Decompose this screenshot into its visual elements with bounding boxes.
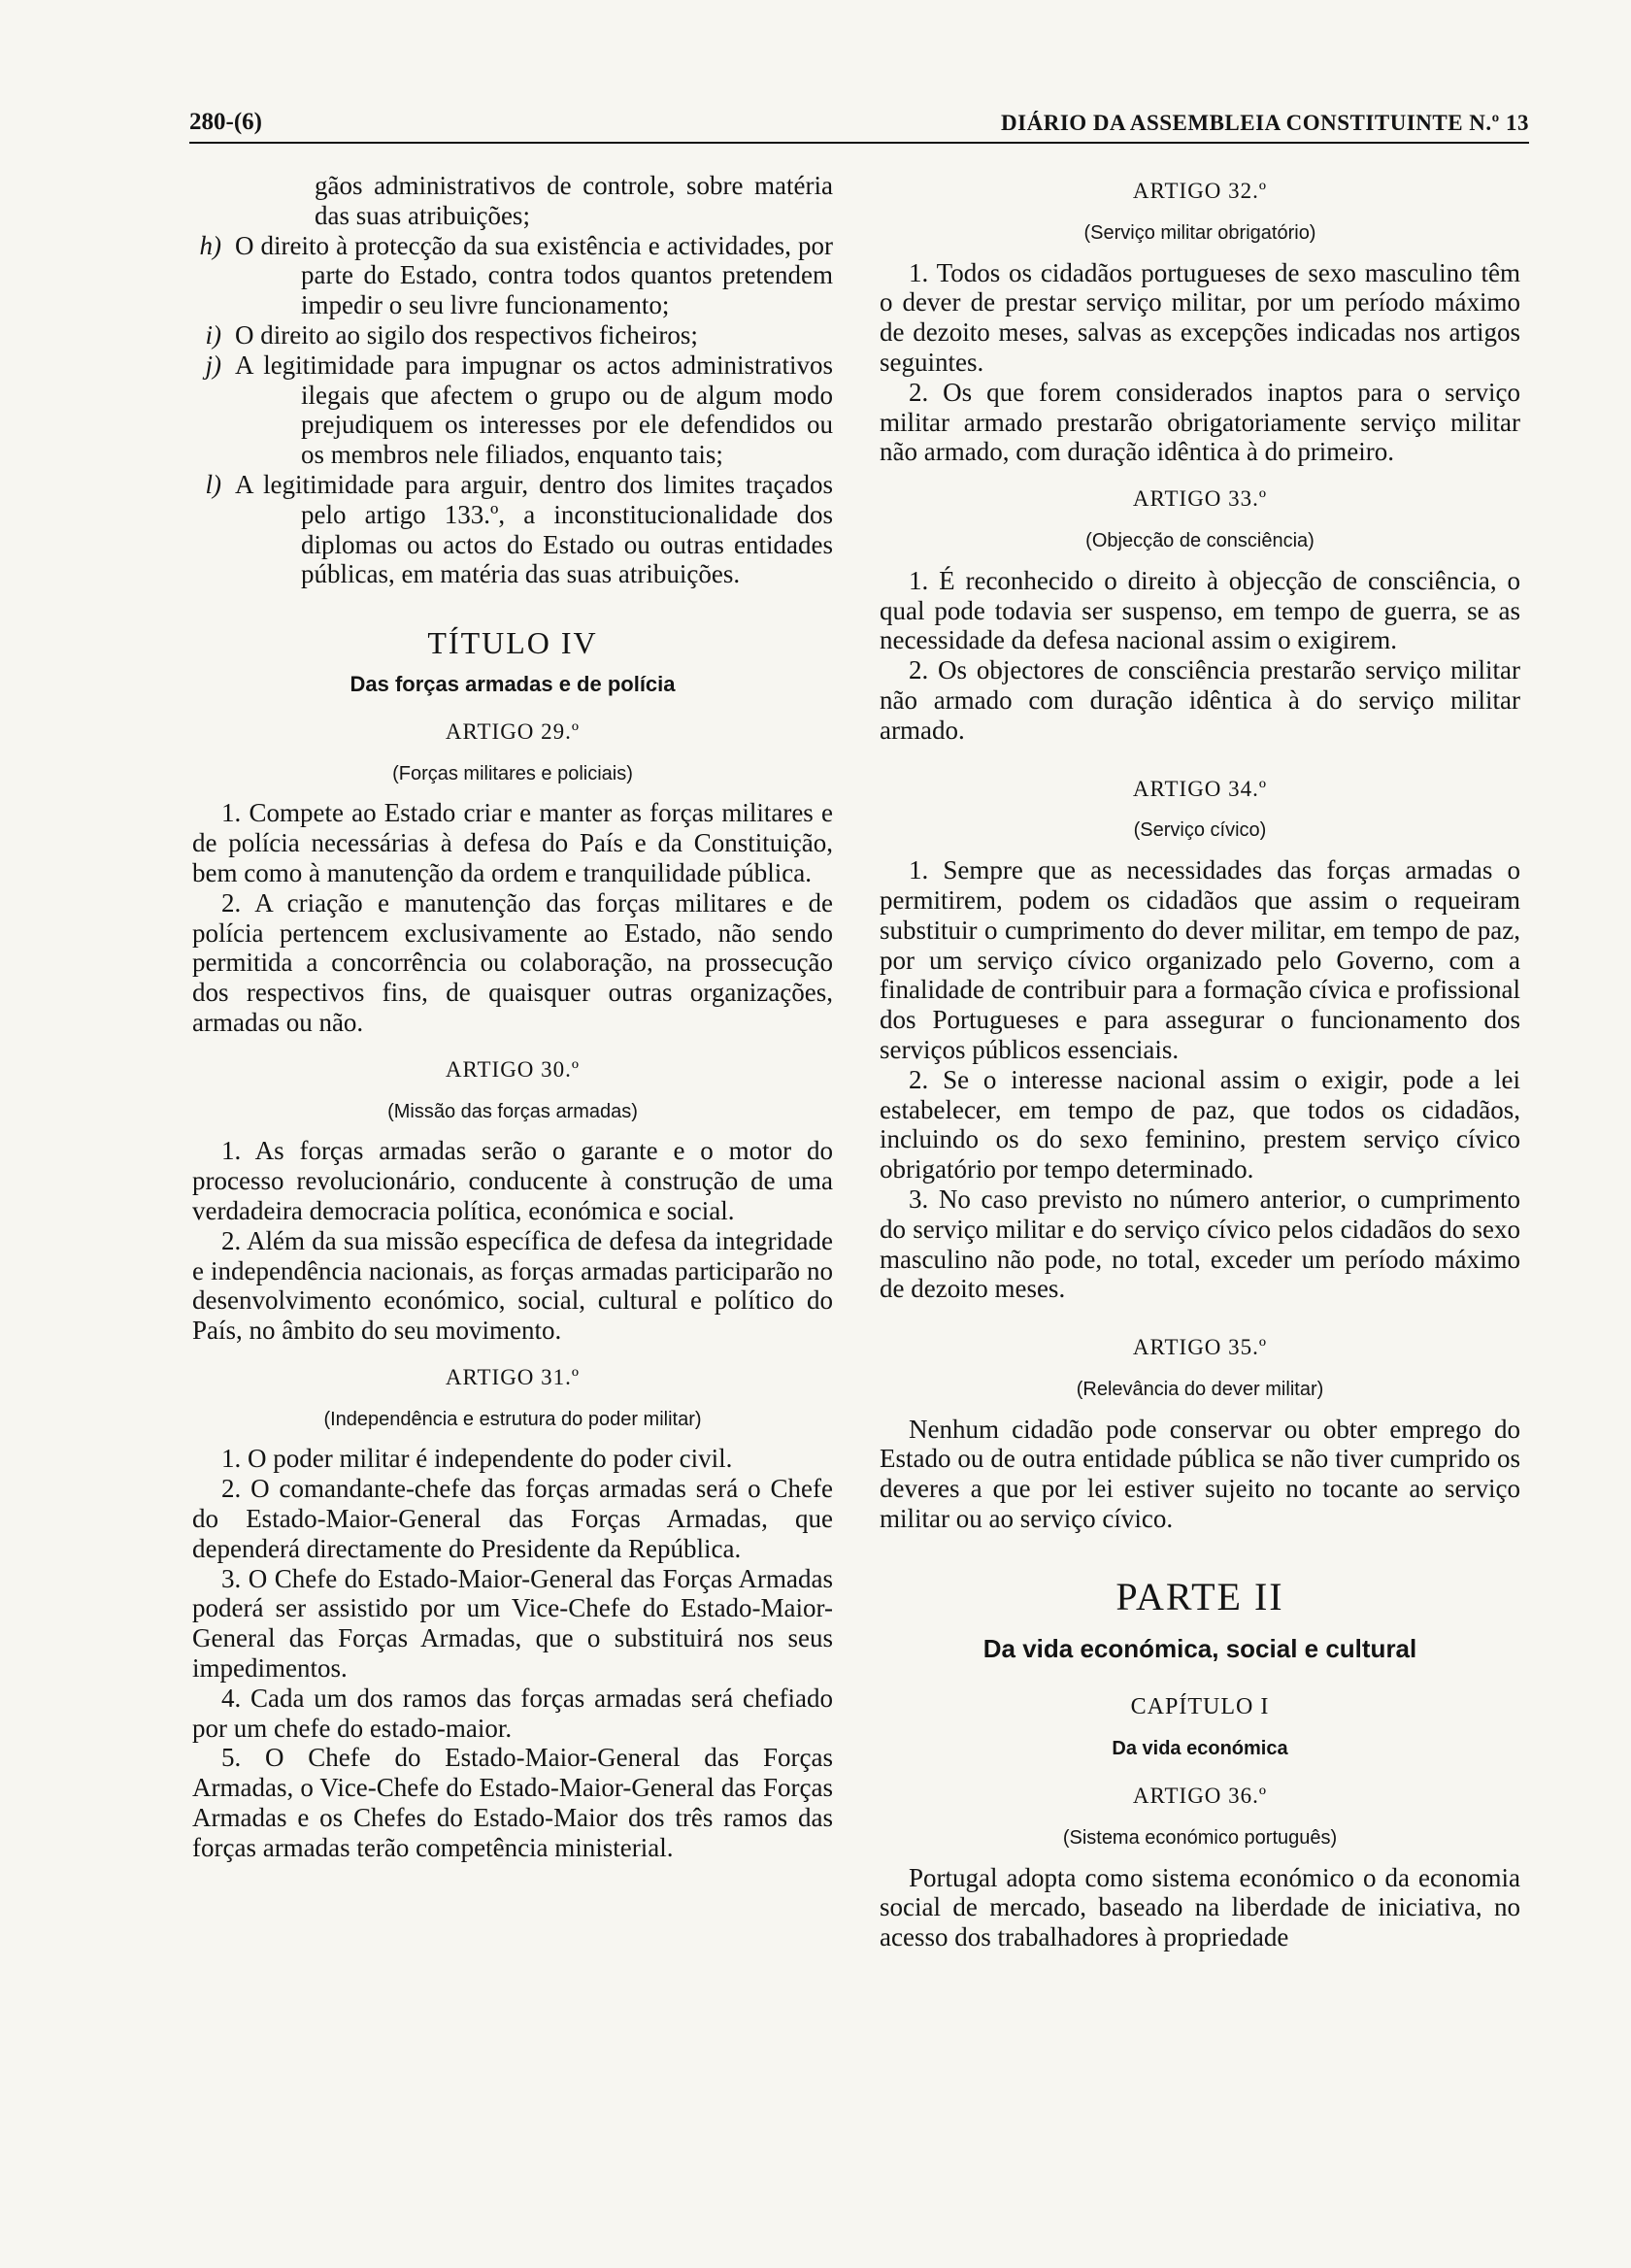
item-letter: l) bbox=[205, 469, 221, 499]
article-36-subtitle: (Sistema económico português) bbox=[1062, 1826, 1338, 1849]
item-text: O direito ao sigilo dos respectivos ficheiros; bbox=[235, 319, 698, 350]
article-32-heading: ARTIGO 32.º bbox=[1132, 179, 1268, 203]
article-34-paragraph-2: 2. Se o interesse nacional assim o exigir, pode a lei estabelecer, em tempo de paz, que todos os cidadãos, incluindo os do sexo feminino, prestem serviço cívico obrigatório por tempo determinado. bbox=[880, 1064, 1520, 1184]
article-31-subtitle: (Independência e estrutura do poder militar) bbox=[323, 1408, 702, 1430]
article-31-paragraph-1: 1. O poder militar é independente do poder civil. bbox=[221, 1444, 733, 1474]
page-header bbox=[189, 109, 1529, 144]
article-35-heading: ARTIGO 35.º bbox=[1132, 1335, 1268, 1360]
article-36-heading: ARTIGO 36.º bbox=[1132, 1784, 1268, 1809]
page-number: 280-(6) bbox=[189, 109, 262, 135]
article-34-subtitle: (Serviço cívico) bbox=[1133, 819, 1267, 842]
item-text: A legitimidade para impugnar os actos administrativos ilegais que afectem o grupo ou de algum modo prejudiquem os interesses por ele defendidos ou os membros nele filiados, enquanto tais; bbox=[235, 350, 833, 470]
item-letter: j) bbox=[205, 350, 221, 380]
item-g-continuation: gãos administrativos de controle, sobre matéria das suas atribuições; bbox=[315, 171, 833, 230]
article-33-subtitle: (Objecção de consciência) bbox=[1085, 529, 1315, 551]
item-text: A legitimidade para arguir, dentro dos limites traçados pelo artigo 133.º, a inconstitucionalidade dos diplomas ou actos do Estado ou outras entidades públicas, em matéria das suas atribuições. bbox=[235, 469, 833, 589]
article-30-paragraph-2: 2. Além da sua missão específica de defesa da integridade e independência nacionais, as forças armadas participarão no desenvolvimento económico, social, cultural e político do País, no âmbito do seu movimento. bbox=[192, 1225, 833, 1346]
article-30-subtitle: (Missão das forças armadas) bbox=[387, 1100, 638, 1122]
article-33-paragraph-2: 2. Os objectores de consciência prestarão serviço militar não armado com duração idêntica à do serviço militar armado. bbox=[880, 655, 1520, 745]
article-32-paragraph-1: 1. Todos os cidadãos portugueses de sexo masculino têm o dever de prestar serviço militar, por um período máximo de dezoito meses, salvas as excepções indicadas nos artigos seguintes. bbox=[880, 257, 1520, 377]
parte-subheading: Da vida económica, social e cultural bbox=[982, 1633, 1417, 1663]
list-item-h bbox=[192, 231, 833, 320]
article-29-paragraph-1: 1. Compete ao Estado criar e manter as forças militares e de polícia necessárias à defesa do País e da Constituição, bem como à manutenção da ordem e tranquilidade pública. bbox=[192, 798, 833, 887]
article-32-subtitle: (Serviço militar obrigatório) bbox=[1083, 221, 1316, 244]
capitulo-heading: CAPÍTULO I bbox=[1130, 1694, 1270, 1720]
article-32-paragraph-2: 2. Os que forem considerados inaptos para o serviço militar armado prestarão obrigatoriamente serviço militar não armado, com duração idêntica à do primeiro. bbox=[880, 377, 1520, 467]
item-text: O direito à protecção da sua existência e actividades, por parte do Estado, contra todos quantos pretendem impedir o seu livre funcionamento; bbox=[235, 230, 833, 320]
item-letter: i) bbox=[205, 319, 221, 350]
right-column bbox=[880, 171, 1520, 1952]
article-31-paragraph-4: 4. Cada um dos ramos das forças armadas será chefiado por um chefe do estado-maior. bbox=[192, 1683, 833, 1743]
article-35-subtitle: (Relevância do dever militar) bbox=[1076, 1378, 1324, 1400]
article-35-paragraph-1: Nenhum cidadão pode conservar ou obter emprego do Estado ou de outra entidade pública se não tiver cumprido os deveres a que por lei estiver sujeito no tocante ao serviço militar ou ao serviço cívico. bbox=[880, 1414, 1520, 1534]
article-34-heading: ARTIGO 34.º bbox=[1132, 776, 1268, 801]
list-item-j bbox=[192, 350, 833, 470]
article-33-heading: ARTIGO 33.º bbox=[1132, 486, 1268, 512]
article-30-heading: ARTIGO 30.º bbox=[445, 1056, 581, 1082]
left-column bbox=[192, 171, 833, 1863]
article-29-heading: ARTIGO 29.º bbox=[445, 718, 581, 744]
article-29-paragraph-2: 2. A criação e manutenção das forças militares e de polícia pertencem exclusivamente ao Estado, não sendo permitida a concorrência ou colaboração, na prossecução dos respectivos fins, de quaisquer outras organizações, armadas ou não. bbox=[192, 887, 833, 1037]
article-30-paragraph-1: 1. As forças armadas serão o garante e o motor do processo revolucionário, conducente à construção de uma verdadeira democracia política, económica e social. bbox=[192, 1136, 833, 1225]
list-item-i bbox=[192, 320, 833, 350]
article-31-paragraph-2: 2. O comandante-chefe das forças armadas será o Chefe do Estado-Maior-General das Forças Armadas, que dependerá directamente do Presidente da República. bbox=[192, 1474, 833, 1563]
article-34-paragraph-1: 1. Sempre que as necessidades das forças armadas o permitirem, podem os cidadãos que assim o requeiram substituir o cumprimento do dever militar, em tempo de paz, por um serviço cívico organizado pelo Governo, com a finalidade de contribuir para a formação cívica e profissional dos Portugueses e para assegurar o funcionamento dos serviços públicos essenciais. bbox=[880, 855, 1520, 1064]
article-31-paragraph-5: 5. O Chefe do Estado-Maior-General das Forças Armadas, o Vice-Chefe do Estado-Maior-General das Forças Armadas e os Chefes do Estado-Maior dos três ramos das forças armadas terão competência ministerial. bbox=[192, 1743, 833, 1862]
article-34-paragraph-3: 3. No caso previsto no número anterior, o cumprimento do serviço militar e do serviço cívico pelos cidadãos do sexo masculino não pode, no total, exceder um período máximo de dezoito meses. bbox=[880, 1184, 1520, 1304]
journal-title: DIÁRIO DA ASSEMBLEIA CONSTITUINTE N.º 13 bbox=[1001, 111, 1529, 135]
titulo-subheading: Das forças armadas e de polícia bbox=[350, 671, 676, 696]
capitulo-subheading: Da vida económica bbox=[1112, 1738, 1288, 1760]
article-31-paragraph-3: 3. O Chefe do Estado-Maior-General das Forças Armadas poderá ser assistido por um Vice-Chefe do Estado-Maior-General das Forças Armadas, que o substituirá nos seus impedimentos. bbox=[192, 1563, 833, 1684]
list-item-l bbox=[192, 470, 833, 589]
article-33-paragraph-1: 1. É reconhecido o direito à objecção de consciência, o qual pode todavia ser suspenso, em tempo de guerra, se as necessidade da defesa nacional assim o exigirem. bbox=[880, 565, 1520, 655]
article-31-heading: ARTIGO 31.º bbox=[445, 1364, 581, 1389]
item-letter: h) bbox=[199, 230, 221, 260]
article-36-paragraph-1: Portugal adopta como sistema económico o da economia social de mercado, baseado na liberdade de iniciativa, no acesso dos trabalhadores à propriedade bbox=[880, 1862, 1520, 1952]
article-29-subtitle: (Forças militares e policiais) bbox=[392, 762, 633, 784]
titulo-heading: TÍTULO IV bbox=[427, 625, 598, 661]
parte-heading: PARTE II bbox=[1115, 1574, 1284, 1618]
